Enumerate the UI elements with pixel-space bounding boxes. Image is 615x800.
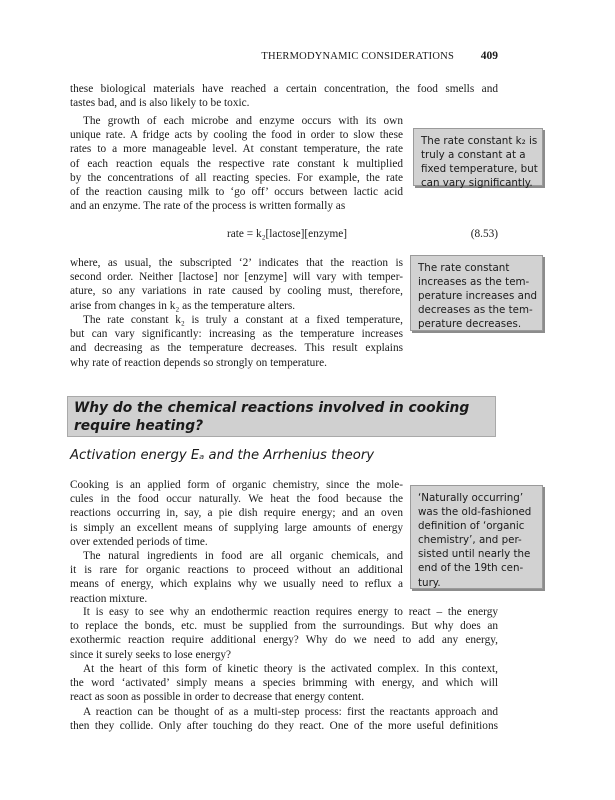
- text-line: reactions occurring in, say, a pie dish require energy; and an oven: [70, 507, 403, 520]
- text-line: second order. Neither [lactose] nor [enzyme] will vary with temper-: [70, 271, 403, 284]
- text-line: and an enzyme. The rate of the process is written formally as: [70, 200, 346, 213]
- note-line: fixed temperature, but: [421, 163, 538, 176]
- text-line: it is rare for organic reactions to proceed without an additional: [70, 564, 403, 577]
- text-line: At the heart of this form of kinetic theory is the activated complex. In this context,: [83, 663, 498, 675]
- margin-note-rate-constant: [413, 128, 543, 190]
- text-line: rates to a more manageable level. At constant temperature, the rate: [70, 143, 403, 156]
- text-line: The natural ingredients in food are all organic chemicals, and: [83, 550, 403, 562]
- text-line: and decreasing as the temperature decreases. This result explains: [70, 342, 403, 355]
- text-line: Cooking is an applied form of organic chemistry, since the mole-: [70, 479, 403, 491]
- text-line: to replace the bonds, etc. must be supplied from the surroundings. But why does an: [70, 620, 498, 633]
- text-line: react as soon as possible in order to decrease that energy content.: [70, 691, 365, 704]
- text-line: of the reaction causing milk to ‘go off’ occurs between lactic acid: [70, 185, 403, 198]
- subsection-heading: Activation energy Eₐ and the Arrhenius theory: [70, 448, 375, 463]
- section-heading-line: Why do the chemical reactions involved in cooking: [74, 400, 470, 416]
- text-line: over extended periods of time.: [70, 535, 208, 548]
- text-line: A reaction can be thought of as a multi-step process: first the reactants approach and: [83, 706, 498, 718]
- note-line: tury.: [418, 576, 441, 589]
- text-line: It is easy to see why an endothermic reaction requires energy to react – the energy: [83, 606, 498, 618]
- note-line: was the old-fashioned: [418, 506, 532, 519]
- section-heading-line: require heating?: [74, 418, 204, 434]
- text-line: cules in the food occur naturally. We heat the food because the: [70, 493, 403, 506]
- margin-note-temperature: [410, 255, 543, 331]
- note-line: sisted until nearly the: [418, 548, 531, 561]
- paragraph-6: [70, 549, 403, 606]
- note-line: ‘Naturally occurring’: [418, 492, 524, 504]
- text-line: arise from changes in k₂ as the temperature alters.: [70, 299, 296, 312]
- text-line: the word ‘activated’ simply means a species brimming with energy, and which will: [70, 677, 498, 690]
- text-line: exothermic reaction require additional energy? Why do we need to add any energy,: [70, 634, 498, 647]
- paragraph-3: [70, 256, 403, 313]
- paragraph-1: [70, 82, 498, 110]
- text-line: is simply an excellent means of supplying large amounts of energy: [70, 521, 403, 534]
- equation-8-53: [70, 226, 498, 244]
- paragraph-9: [70, 705, 498, 733]
- note-line: decreases as the tem-: [418, 304, 533, 317]
- text-line: of each reaction equals the respective rate constant k multiplied: [70, 157, 403, 170]
- note-line: truly a constant at a: [421, 149, 526, 162]
- page-number: 409: [480, 50, 498, 62]
- paragraph-5: [70, 478, 403, 549]
- text-line: by the concentrations of all reacting species. For example, the rate: [70, 171, 403, 184]
- equation-number: (8.53): [470, 228, 498, 240]
- note-line: increases as the tem-: [418, 276, 530, 289]
- text-line: reaction mixture.: [70, 592, 148, 605]
- paragraph-4: [70, 313, 403, 370]
- text-line: means of energy, which explains why we usually need to reflux a: [70, 578, 403, 591]
- text-line: The rate constant k₂ is truly a constant at a fixed temperature,: [83, 314, 403, 326]
- note-line: can vary significantly.: [421, 177, 533, 190]
- note-line: The rate constant k₂ is: [421, 135, 538, 147]
- text-line: these biological materials have reached a certain concentration, the food smells and: [70, 83, 498, 95]
- text-line: since it surely seeks to lose energy?: [70, 648, 232, 661]
- text-line: but can vary significantly: increasing as the temperature increases: [70, 328, 403, 341]
- text-line: where, as usual, the subscripted ‘2’ indicates that the reaction is: [70, 257, 403, 269]
- running-header: [70, 48, 498, 66]
- text-line: The growth of each microbe and enzyme occurs with its own: [83, 115, 403, 127]
- text-line: unique rate. A fridge acts by cooling the food in order to slow these: [70, 129, 403, 142]
- note-line: end of the 19th cen-: [418, 562, 524, 575]
- paragraph-2: [70, 114, 403, 213]
- note-line: definition of ‘organic: [418, 520, 525, 533]
- text-line: then they collide. Only after touching do they react. One of the more useful definitions: [70, 720, 498, 733]
- note-line: perature increases and: [418, 290, 538, 303]
- text-line: why rate of reaction depends so strongly on temperature.: [70, 356, 327, 369]
- section-heading: [67, 396, 496, 437]
- text-line: tastes bad, and is also likely to be toxic.: [70, 97, 250, 110]
- paragraph-8: [70, 662, 498, 705]
- margin-note-organic-chemistry: [410, 485, 543, 589]
- note-line: The rate constant: [418, 262, 510, 274]
- paragraph-7: [70, 605, 498, 662]
- text-line: ature, so any variations in rate caused by cooling must, therefore,: [70, 285, 403, 298]
- note-line: perature decreases.: [418, 318, 522, 331]
- equation-text: rate = k₂[lactose][enzyme]: [227, 228, 348, 240]
- running-title: THERMODYNAMIC CONSIDERATIONS: [261, 51, 454, 62]
- note-line: chemistry’, and per-: [418, 534, 522, 547]
